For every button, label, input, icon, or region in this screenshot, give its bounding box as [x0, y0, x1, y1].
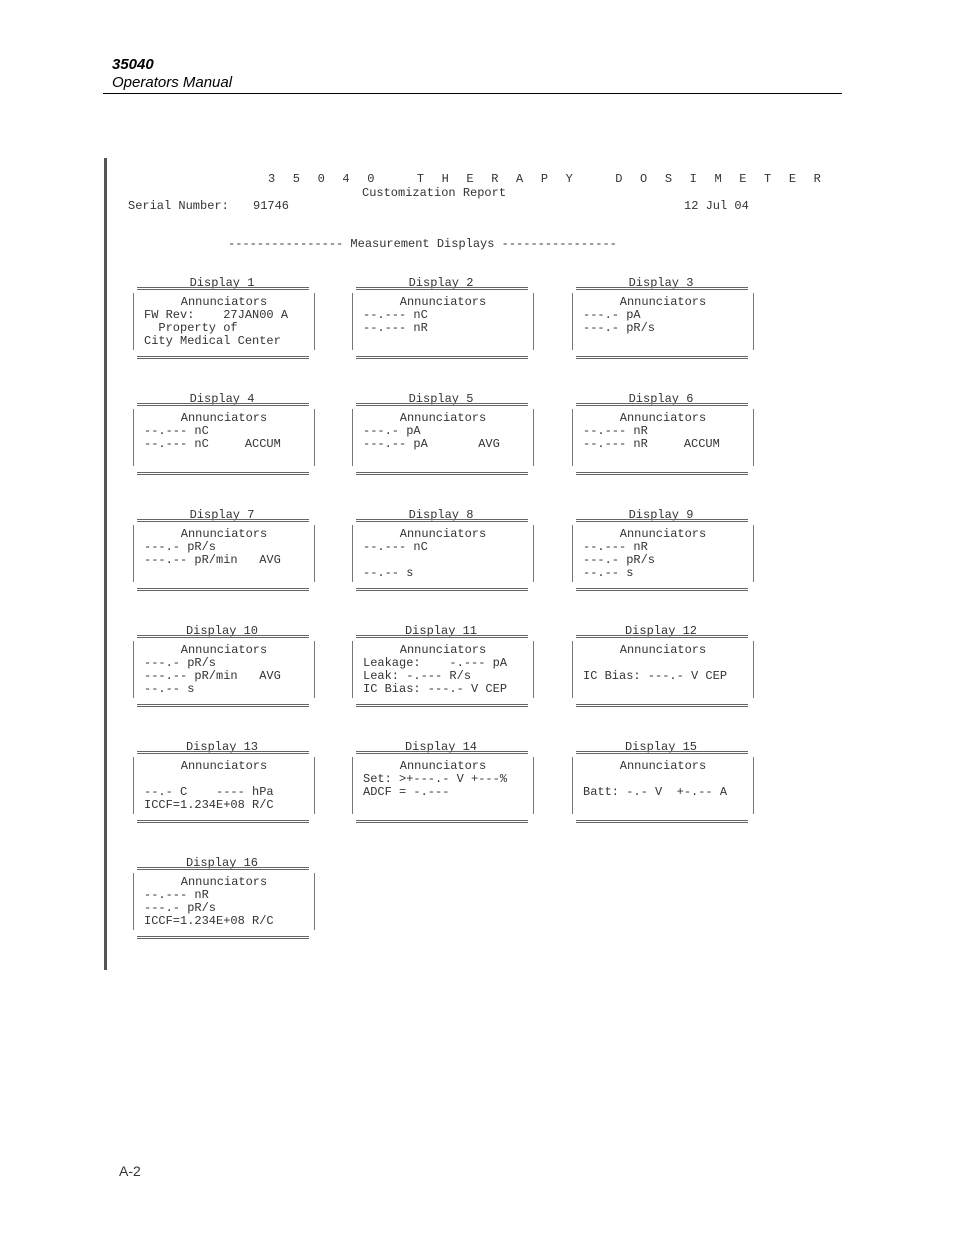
display-box — [133, 525, 315, 582]
display-line-1: --.--- nR — [144, 888, 209, 902]
display-name: Display 9 — [628, 508, 694, 522]
bottom-rule — [137, 820, 309, 827]
display-line-1: Set: >+---.- V +---% — [363, 772, 508, 786]
display-line-3: IC Bias: ---.- V CEP — [363, 682, 508, 696]
display-line-3: ICCF=1.234E+08 R/C — [144, 914, 274, 928]
header-model: 35040 — [112, 56, 154, 73]
display-line-2: ---.-- pA AVG — [363, 437, 500, 451]
display-line-1: --.--- nC — [144, 424, 209, 438]
display-line-1: ---.- pR/s — [144, 656, 217, 670]
bottom-rule — [137, 356, 309, 363]
display-line-1: ---.- pA — [583, 308, 641, 322]
display-name: Display 6 — [628, 392, 694, 406]
annunciators-label: Annunciators — [619, 527, 707, 541]
display-line-1: ---.- pR/s — [144, 540, 217, 554]
bottom-rule — [137, 704, 309, 711]
bottom-rule — [576, 472, 748, 479]
annunciators-label: Annunciators — [180, 527, 268, 541]
page-header — [112, 56, 232, 92]
bottom-rule — [137, 588, 309, 595]
display-line-1: --.--- nR — [583, 540, 648, 554]
display-line-2: ADCF = -.--- — [363, 785, 450, 799]
display-line-2: --.--- nC ACCUM — [144, 437, 281, 451]
header-manual-title: Operators Manual — [112, 74, 233, 91]
display-box — [133, 293, 315, 350]
annunciators-label: Annunciators — [180, 643, 268, 657]
display-box — [572, 757, 754, 814]
display-name: Display 5 — [408, 392, 474, 406]
display-line-3: --.-- s — [144, 682, 195, 696]
annunciators-label: Annunciators — [619, 411, 707, 425]
bottom-rule — [137, 472, 309, 479]
section-heading: ---------------- Measurement Displays ---------------- — [228, 237, 617, 251]
display-name: Display 14 — [404, 740, 477, 754]
display-name: Display 15 — [624, 740, 697, 754]
annunciators-label: Annunciators — [399, 411, 487, 425]
bottom-rule — [576, 820, 748, 827]
annunciators-label: Annunciators — [180, 875, 268, 889]
display-box — [352, 525, 534, 582]
page-number: A-2 — [119, 1163, 141, 1179]
display-line-1: --.--- nC — [363, 540, 428, 554]
display-line-2: ---.- pR/s — [583, 553, 656, 567]
display-name: Display 11 — [404, 624, 477, 638]
display-box — [572, 641, 754, 698]
report-subtitle: Customization Report — [362, 186, 507, 200]
display-name: Display 12 — [624, 624, 697, 638]
display-name: Display 10 — [185, 624, 258, 638]
display-line-1: FW Rev: 27JAN00 A — [144, 308, 289, 322]
report-title: 3 5 0 4 0 T H E R A P Y D O S I M E T E R — [268, 172, 827, 186]
serial-label: Serial Number: — [128, 199, 229, 213]
scanned-report — [104, 158, 827, 970]
bottom-rule — [356, 356, 528, 363]
display-line-2: Leak: -.--- R/s — [363, 669, 472, 683]
display-name: Display 7 — [189, 508, 255, 522]
display-box — [133, 409, 315, 466]
display-line-1: Leakage: -.--- pA — [363, 656, 508, 670]
display-line-1: ---.- pA — [363, 424, 421, 438]
bottom-rule — [356, 704, 528, 711]
scan-edge — [104, 158, 107, 970]
display-box — [133, 757, 315, 814]
display-line-3: City Medical Center — [144, 334, 281, 348]
annunciators-label: Annunciators — [619, 759, 707, 773]
display-line-1: --.--- nR — [583, 424, 648, 438]
serial-value: 91746 — [253, 199, 290, 213]
display-box — [572, 525, 754, 582]
display-line-2: --.--- nR ACCUM — [583, 437, 720, 451]
display-box — [572, 409, 754, 466]
display-name: Display 1 — [189, 276, 255, 290]
bottom-rule — [356, 472, 528, 479]
display-box — [352, 409, 534, 466]
display-line-2: Batt: -.- V +-.-- A — [583, 785, 728, 799]
display-line-3: --.-- s — [583, 566, 634, 580]
report-date: 12 Jul 04 — [684, 199, 749, 213]
display-name: Display 2 — [408, 276, 474, 290]
display-line-2: --.--- nR — [363, 321, 428, 335]
display-line-2: ---.- pR/s — [583, 321, 656, 335]
annunciators-label: Annunciators — [619, 295, 707, 309]
display-line-1: --.--- nC — [363, 308, 428, 322]
display-name: Display 3 — [628, 276, 694, 290]
display-line-2: IC Bias: ---.- V CEP — [583, 669, 728, 683]
display-box — [352, 757, 534, 814]
annunciators-label: Annunciators — [399, 643, 487, 657]
annunciators-label: Annunciators — [399, 527, 487, 541]
annunciators-label: Annunciators — [399, 295, 487, 309]
annunciators-label: Annunciators — [180, 759, 268, 773]
display-name: Display 8 — [408, 508, 474, 522]
bottom-rule — [576, 356, 748, 363]
bottom-rule — [576, 704, 748, 711]
display-box — [133, 641, 315, 698]
header-rule — [103, 93, 842, 94]
bottom-rule — [356, 588, 528, 595]
display-box — [572, 293, 754, 350]
display-box — [352, 293, 534, 350]
display-box — [133, 873, 315, 930]
annunciators-label: Annunciators — [180, 411, 268, 425]
display-line-2: Property of — [144, 321, 238, 335]
display-name: Display 13 — [185, 740, 258, 754]
annunciators-label: Annunciators — [619, 643, 707, 657]
display-line-3: ICCF=1.234E+08 R/C — [144, 798, 274, 812]
display-name: Display 16 — [185, 856, 258, 870]
bottom-rule — [576, 588, 748, 595]
display-box — [352, 641, 534, 698]
display-line-2: ---.-- pR/min AVG — [144, 553, 281, 567]
bottom-rule — [356, 820, 528, 827]
display-line-2: ---.-- pR/min AVG — [144, 669, 281, 683]
annunciators-label: Annunciators — [180, 295, 268, 309]
annunciators-label: Annunciators — [399, 759, 487, 773]
bottom-rule — [137, 936, 309, 943]
display-line-2: ---.- pR/s — [144, 901, 217, 915]
display-name: Display 4 — [189, 392, 255, 406]
display-line-3: --.-- s — [363, 566, 414, 580]
display-line-2: --.- C ---- hPa — [144, 785, 274, 799]
